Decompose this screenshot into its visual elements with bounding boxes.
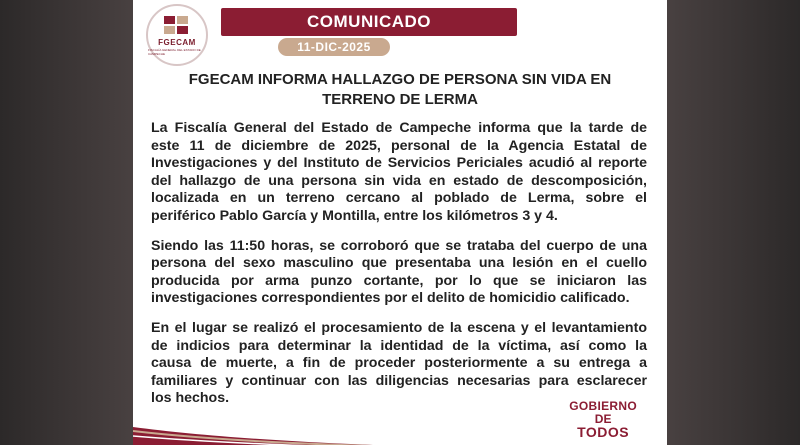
brand-line: TODOS: [577, 424, 630, 440]
paragraph-line: persona del sexo masculino que presentaba una lesión en el cuello: [151, 255, 647, 272]
paragraph-line: La Fiscalía General del Estado de Campeche informa que la tarde de: [151, 120, 647, 136]
paragraph-line: periférico Pablo García y Montilla, entre los kilómetros 3 y 4.: [151, 207, 558, 224]
paragraph-line: causa de muerte, a fin de proceder posteriormente a su entrega a: [151, 355, 647, 372]
banner-title: COMUNICADO: [307, 12, 431, 31]
paragraph-line: de indicios para determinar la identidad de la víctima, así como la: [151, 337, 647, 354]
paragraph-3: [151, 320, 647, 408]
date-badge: [278, 38, 390, 56]
comunicado-banner: [221, 8, 517, 36]
fgecam-logo: [146, 4, 208, 66]
paragraph-line: familiares y continuar con las diligencias necesarias para esclarecer: [151, 372, 647, 389]
paragraph-line: En el lugar se realizó el procesamiento de la escena y el levantamiento: [151, 319, 647, 336]
date-text: 11-DIC-2025: [297, 40, 371, 54]
blurred-background-left: [0, 0, 140, 445]
paragraph-line: este 11 de diciembre de 2025, personal de la Agencia Estatal de: [151, 137, 647, 154]
paragraph-line: producida por arma punzo cortante, por lo que se iniciaron las: [151, 272, 647, 289]
paragraph-line: Investigaciones y del Instituto de Servicios Periciales acudió al reporte: [151, 155, 647, 172]
brand-line: GOBIERNO: [569, 399, 637, 413]
paragraph-line: investigaciones correspondientes por el delito de homicidio calificado.: [151, 290, 630, 307]
paragraph-2: [151, 238, 647, 308]
press-release-document: [133, 0, 667, 445]
body-text: [151, 120, 647, 420]
paragraph-line: los hechos.: [151, 390, 230, 407]
logo-subtext: FISCALÍA GENERAL DEL ESTADO DE CAMPECHE: [148, 48, 201, 56]
paragraph-line: localizada en un terreno cercano al poblado de Lerma, sobre el: [151, 190, 647, 207]
paragraph-line: Siendo las 11:50 horas, se corroboró que se trataba del cuerpo de una: [151, 237, 647, 254]
logo-text: FGECAM: [158, 38, 196, 47]
headline-line: TERRENO DE LERMA: [322, 91, 478, 108]
brand-line: DE: [594, 412, 612, 426]
headline-line: FGECAM INFORMA HALLAZGO DE PERSONA SIN VIDA EN: [188, 71, 612, 88]
decorative-stripes: [133, 405, 373, 445]
paragraph-line: del hallazgo de una persona sin vida en estado de descomposición,: [151, 172, 647, 189]
fgecam-emblem-icon: [162, 14, 192, 36]
gobierno-de-todos-logo: [569, 400, 637, 439]
blurred-background-right: [660, 0, 800, 445]
paragraph-1: [151, 120, 647, 226]
headline: [153, 70, 647, 110]
